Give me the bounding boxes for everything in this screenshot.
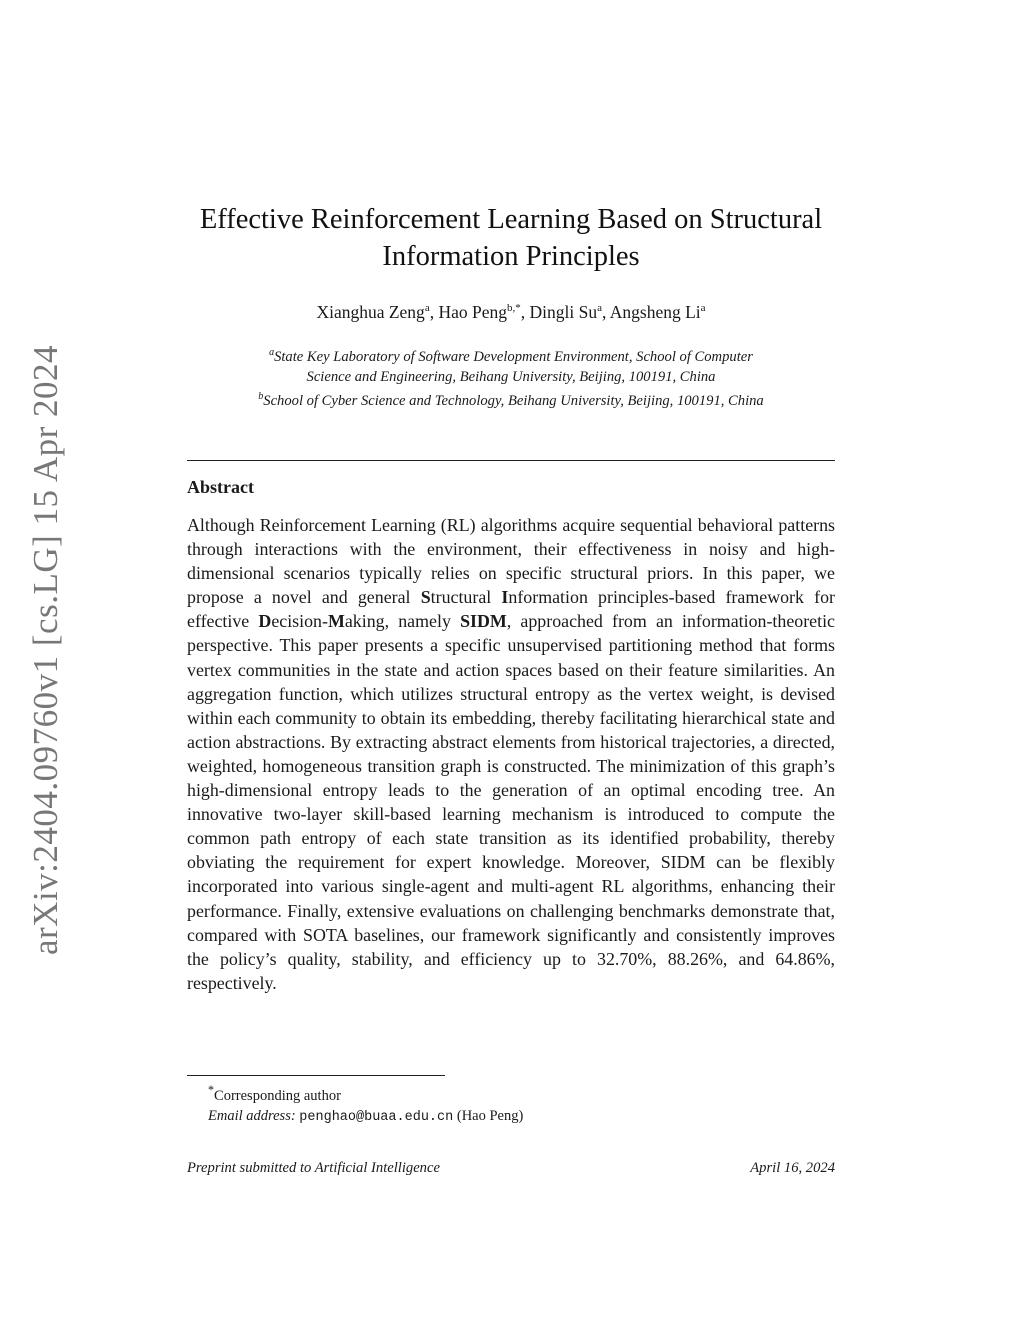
acronym-letter-i: I <box>501 587 509 608</box>
author-name: Xianghua Zeng <box>316 302 425 322</box>
title-line-2: Information Principles <box>382 241 640 272</box>
footnote-star: * <box>208 1083 215 1097</box>
abstract-heading: Abstract <box>187 477 254 497</box>
abstract-text-i: nformation principles-based framework for effective <box>187 587 835 632</box>
email-label: Email address: <box>208 1107 296 1124</box>
footnote-corresponding <box>187 1080 835 1106</box>
affil-mark-b: b <box>258 390 264 402</box>
author-affil-mark: b,* <box>506 302 521 315</box>
footnote-rule <box>187 1075 445 1076</box>
arxiv-sidebar-stamp <box>26 344 66 956</box>
author-affil-mark: a <box>700 302 706 315</box>
footer-preprint-note: Preprint submitted to Artificial Intelligence <box>187 1160 440 1176</box>
footnote <box>187 1080 835 1128</box>
affiliation-a-cont: Science and Engineering, Beihang University, Beijing, 100191, China <box>306 368 716 385</box>
acronym-letter-d: D <box>258 611 272 632</box>
affiliation-b <box>187 387 835 411</box>
author-affil-mark: a <box>424 302 430 315</box>
abstract-text-s: tructural <box>430 587 502 608</box>
author-affil-mark: a <box>597 302 602 315</box>
affil-b-line: School of Cyber Science and Technology, Beihang University, Beijing, 100191, China <box>263 392 764 409</box>
footnote-corresponding-text: Corresponding author <box>214 1087 341 1104</box>
affiliation-a <box>187 343 835 367</box>
arxiv-id-text: arXiv:2404.09760v1 [cs.LG] 15 Apr 2024 <box>26 344 66 956</box>
abstract-top-rule <box>187 460 835 461</box>
paper-title <box>187 201 835 275</box>
abstract-text-2: , approached from an information-theoretic perspective. This paper presents a specific unsupervised partitioning method that forms vertex communities in the state and action spaces based on their feature similarities. An aggregation function, which utilizes structural entropy as the vertex weight, is devised within each community to obtain its embedding, thereby facilitating hierarchical state and action abstractions. By extracting abstract elements from historical trajectories, a directed, weighted, homogeneous transition graph is constructed. The minimization of this graph’s high-dimensional entropy leads to the generation of an optimal encoding tree. An innovative two-layer skill-based learning mechanism is introduced to compute the common path entropy of each state transition as its identified probability, thereby obviating the requirement for expert knowledge. Moreover, SIDM can be flexibly incorporated into various single-agent and multi-agent RL algorithms, enhancing their performance. Finally, extensive evaluations on challenging benchmarks demonstrate that, compared with SOTA baselines, our framework significantly and consistently improves the policy’s quality, stability, and efficiency up to 32.70%, 88.26%, and 64.86%, respectively. <box>187 611 836 993</box>
footnote-email <box>187 1106 835 1128</box>
author-list <box>187 302 835 323</box>
abstract-text-d: ecision- <box>271 611 328 632</box>
email-owner: (Hao Peng) <box>456 1107 524 1124</box>
author-name: Dingli Su <box>529 302 598 322</box>
author-separator: , <box>520 302 530 322</box>
author-separator: , <box>601 302 610 322</box>
abstract-text-m: aking, namely <box>344 611 461 632</box>
author-name: Angsheng Li <box>609 302 701 322</box>
abstract-text-1: Although Reinforcement Learning (RL) algorithms acquire sequential behavioral patterns through interactions with the environment, their effectiveness in noisy and high-dimensional scenarios typically relies on specific structural priors. In this paper, we propose a novel and general <box>187 515 835 608</box>
affil-a-line1: State Key Laboratory of Software Development Environment, School of Computer <box>274 348 753 365</box>
author-name: Hao Peng <box>438 302 507 322</box>
acronym-sidm: SIDM <box>460 611 507 632</box>
author-separator: , <box>429 302 439 322</box>
affiliations <box>187 343 835 411</box>
email-link[interactable]: penghao@buaa.edu.cn <box>299 1109 454 1125</box>
title-line-1: Effective Reinforcement Learning Based on Structural <box>199 204 823 235</box>
footer-date: April 16, 2024 <box>750 1160 835 1176</box>
acronym-letter-m: M <box>327 611 345 632</box>
abstract-body <box>187 513 835 995</box>
affil-mark-a: a <box>269 347 275 358</box>
acronym-letter-s: S <box>420 587 431 608</box>
